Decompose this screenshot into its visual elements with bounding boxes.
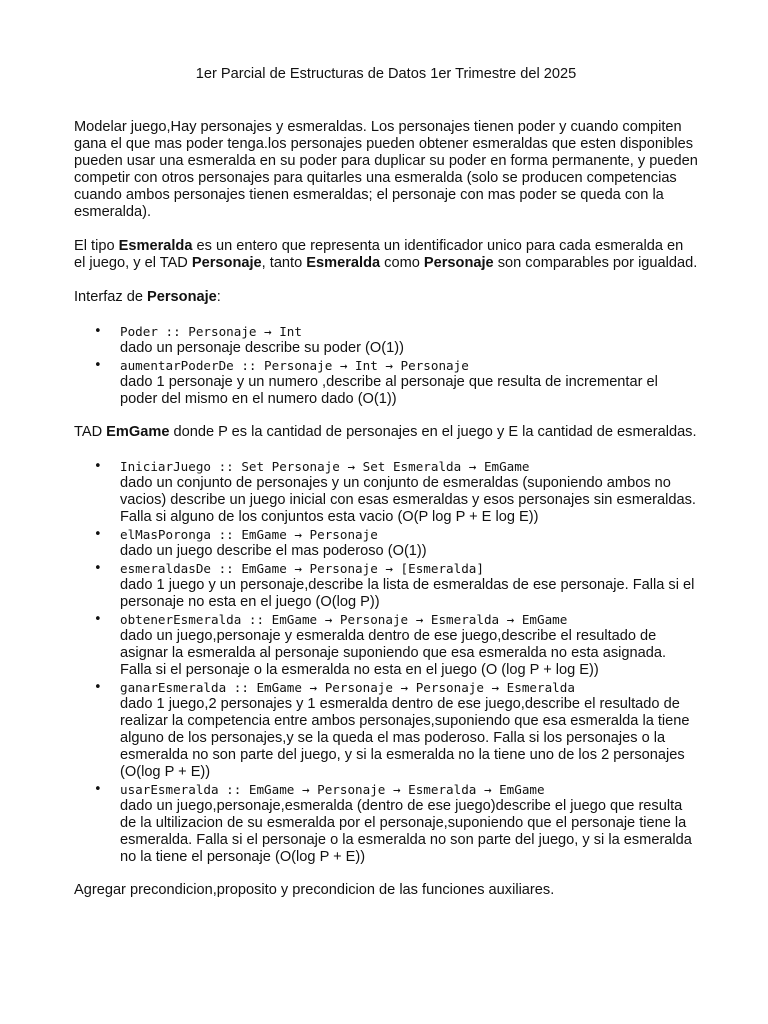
interfaz-heading — [74, 289, 698, 306]
function-description: dado un conjunto de personajes y un conjunto de esmeraldas (suponiendo ambos no vacios) describe un juego inicial con esas esmeraldas y esos personajes sin esmeraldas. Falla si alguno de los conjuntos esta vacio (O(P log P + E log E)) — [120, 475, 696, 525]
types-text-5: son comparables por igualdad. — [493, 255, 698, 271]
function-description: dado un juego,personaje,esmeralda (dentro de ese juego)describe el juego que resulta de la ultilizacion de su esmeralda por el personaje,suponiendo que el personaje tiene la esmeralda. Falla si el personaje o la esmeralda no son parte del juego, y si la esmeralda no la tiene el personaje (O(log P + E)) — [120, 798, 692, 865]
types-text-1: El tipo — [74, 238, 119, 254]
list-item — [74, 781, 698, 866]
types-bold-personaje: Personaje — [191, 255, 262, 271]
types-paragraph — [74, 238, 698, 272]
types-bold-personaje-2: Personaje — [423, 255, 494, 271]
function-signature: • Poder :: Personaje → Int — [120, 324, 302, 339]
footer-instruction: Agregar precondicion,proposito y precondicion de las funciones auxiliares. — [74, 882, 555, 898]
types-bold-esmeralda: Esmeralda — [118, 238, 193, 254]
list-item — [74, 458, 698, 526]
function-signature: • usarEsmeralda :: EmGame → Personaje → Esmeralda → EmGame — [120, 782, 545, 797]
types-text-4: como — [380, 255, 424, 271]
tad-suffix: donde P es la cantidad de personajes en el juego y E la cantidad de esmeraldas. — [169, 424, 697, 440]
list-item — [74, 560, 698, 611]
function-description: dado un personaje describe su poder (O(1)) — [120, 340, 404, 356]
function-signature: • ganarEsmeralda :: EmGame → Personaje → Personaje → Esmeralda — [120, 680, 575, 695]
function-description: dado un juego describe el mas poderoso (O(1)) — [120, 543, 427, 559]
intro-paragraph: Modelar juego,Hay personajes y esmeraldas. Los personajes tienen poder y cuando compiten gana el que mas poder tenga.los personajes pueden obtener esmeraldas que esten disponibles pueden usar una esmeralda en su poder para duplicar su poder en forma permanente, y pueden competir con otros personajes para quitarles una esmeralda (solo se producen competencias cuando ambos personajes tienen esmeraldas; el personaje con mas poder se queda con la esmeralda). — [74, 119, 698, 220]
function-signature: • esmeraldasDe :: EmGame → Personaje → [Esmeralda] — [120, 561, 484, 576]
interfaz-prefix: Interfaz de — [74, 289, 148, 305]
list-item — [74, 611, 698, 679]
document — [74, 66, 698, 916]
function-signature: • elMasPoronga :: EmGame → Personaje — [120, 527, 378, 542]
interfaz-suffix: : — [216, 289, 221, 305]
personaje-function-list — [74, 323, 698, 408]
tad-bold: EmGame — [106, 424, 170, 440]
types-text-2: es un entero que representa un identificador unico para cada esmeralda en el juego, y el TAD — [74, 238, 684, 271]
document-title: 1er Parcial de Estructuras de Datos 1er Trimestre del 2025 — [195, 66, 577, 82]
list-item — [74, 357, 698, 408]
interfaz-bold: Personaje — [147, 289, 217, 305]
list-item — [74, 323, 698, 357]
function-description: dado 1 personaje y un numero ,describe al personaje que resulta de incrementar el poder del mismo en el numero dado (O(1)) — [120, 374, 658, 407]
tad-prefix: TAD — [74, 424, 107, 440]
types-bold-esmeralda-2: Esmeralda — [306, 255, 381, 271]
types-text-3: , tanto — [261, 255, 307, 271]
emgame-function-list — [74, 458, 698, 866]
tad-heading — [74, 424, 698, 441]
function-signature: • obtenerEsmeralda :: EmGame → Personaje → Esmeralda → EmGame — [120, 612, 568, 627]
function-description: dado un juego,personaje y esmeralda dentro de ese juego,describe el resultado de asignar la esmeralda al personaje suponiendo que esa esmeralda no esta asignada. Falla si el personaje o la esmeralda no esta en el juego (O (log P + log E)) — [120, 628, 667, 678]
function-description: dado 1 juego,2 personajes y 1 esmeralda dentro de ese juego,describe el resultado de realizar la competencia entre ambos personajes,suponiendo que esa esmeralda la tiene alguno de los personajes,y se la queda el mas poderoso. Falla si los personajes o la esmeralda no son parte del juego, y si la esmeralda no la tiene uno de los 2 personajes (O(log P + E)) — [120, 696, 690, 780]
list-item — [74, 679, 698, 781]
function-signature: • IniciarJuego :: Set Personaje → Set Esmeralda → EmGame — [120, 459, 530, 474]
list-item — [74, 526, 698, 560]
function-description: dado 1 juego y un personaje,describe la lista de esmeraldas de ese personaje. Falla si el personaje no esta en el juego (O(log P)) — [120, 577, 695, 610]
function-signature: • aumentarPoderDe :: Personaje → Int → Personaje — [120, 358, 469, 373]
